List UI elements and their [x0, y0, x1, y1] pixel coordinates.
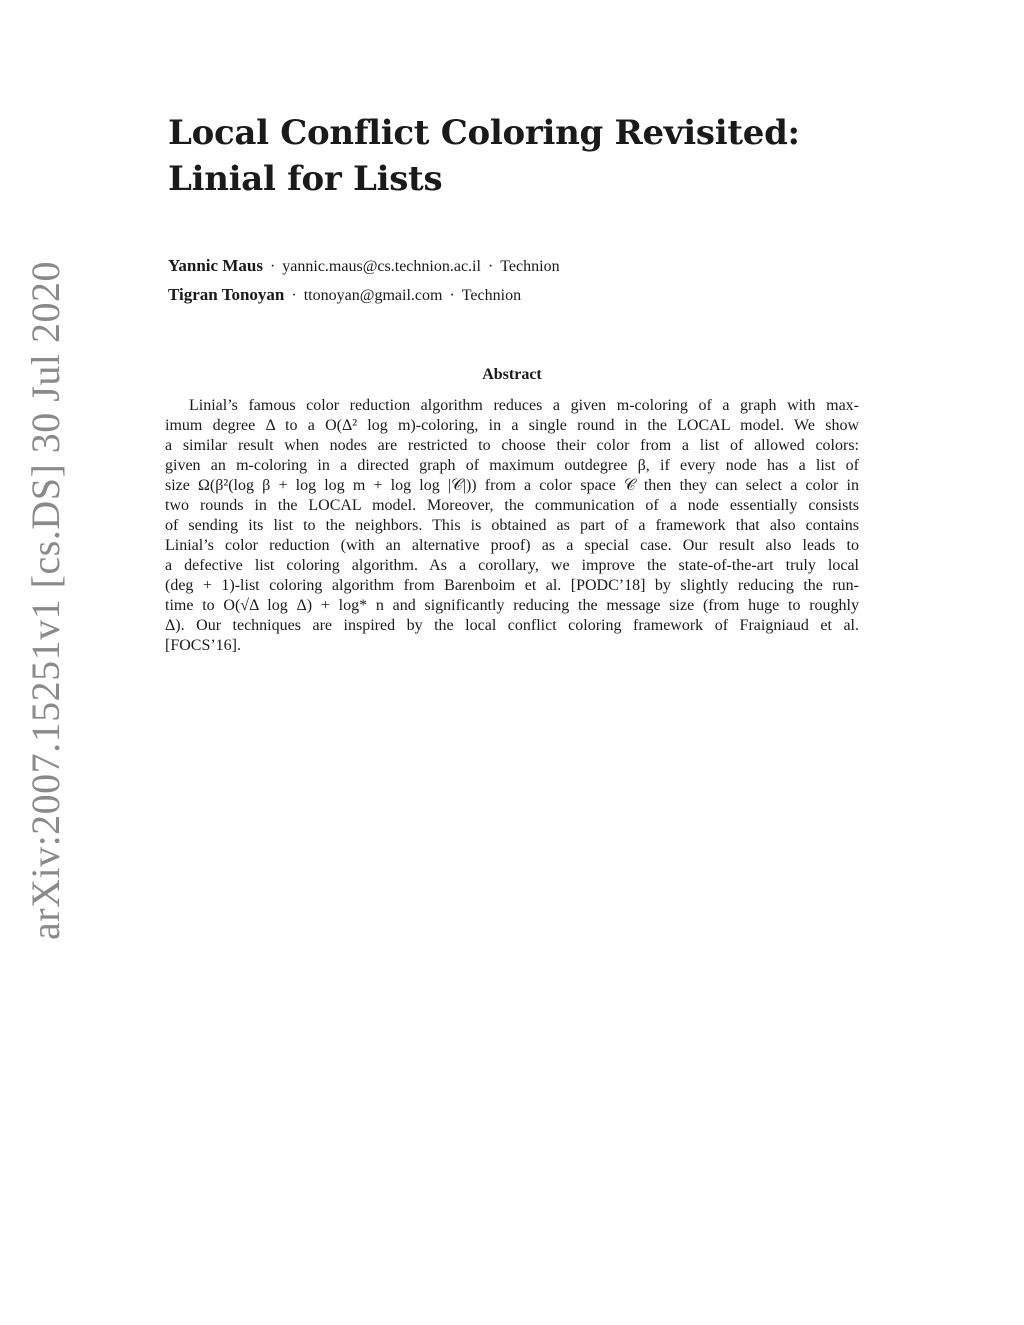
abstract-line: a similar result when nodes are restricted to choose their color from a list of allowed colors:: [165, 437, 859, 454]
author-affiliation: Technion: [500, 258, 560, 275]
author-email: ttonoyan@gmail.com: [303, 287, 443, 304]
paper-title: [168, 110, 800, 202]
author-name: Tigran Tonoyan: [168, 285, 285, 304]
abstract-line: [FOCS’16].: [165, 637, 242, 654]
separator-dot: ·: [487, 258, 494, 275]
abstract-line: imum degree Δ to a O(Δ² log m)-coloring, in a single round in the LOCAL model. We show: [165, 417, 859, 434]
separator-dot: ·: [449, 287, 455, 304]
author-email: yannic.maus@cs.technion.ac.il: [282, 258, 481, 275]
abstract-line: Δ). Our techniques are inspired by the local conflict coloring framework of Fraigniaud et al.: [165, 617, 859, 634]
abstract-heading: Abstract: [482, 366, 542, 383]
author-list: [168, 252, 560, 310]
title-line-1: Local Conflict Coloring Revisited:: [168, 113, 800, 153]
abstract-body: [165, 396, 859, 656]
author-name: Yannic Maus: [168, 256, 263, 275]
author-entry: [168, 252, 560, 281]
abstract-line: time to O(√Δ log Δ) + log* n and significantly reducing the message size (from huge to roughly: [165, 597, 859, 614]
author-entry: [168, 281, 560, 310]
abstract-line: two rounds in the LOCAL model. Moreover, the communication of a node essentially consists: [165, 497, 859, 514]
abstract-line: of sending its list to the neighbors. This is obtained as part of a framework that also contains: [165, 517, 859, 534]
abstract-line: given an m-coloring in a directed graph of maximum outdegree β, if every node has a list of: [165, 457, 859, 474]
separator-dot: ·: [291, 287, 297, 304]
abstract-line: size Ω(β²(log β + log log m + log log |𝒞|)) from a color space 𝒞 then they can select a color in: [165, 477, 859, 494]
abstract-line: Linial’s famous color reduction algorithm reduces a given m-coloring of a graph with max-: [189, 397, 859, 414]
arxiv-identifier-stamp: arXiv:2007.15251v1 [cs.DS] 30 Jul 2020: [23, 261, 68, 940]
title-line-2: Linial for Lists: [168, 159, 443, 199]
abstract-line: a defective list coloring algorithm. As a corollary, we improve the state-of-the-art truly local: [165, 557, 859, 574]
abstract-line: Linial’s color reduction (with an alternative proof) as a special case. Our result also leads to: [165, 537, 859, 554]
separator-dot: ·: [269, 258, 276, 275]
author-affiliation: Technion: [461, 287, 522, 304]
abstract-line: (deg + 1)-list coloring algorithm from Barenboim et al. [PODC’18] by slightly reducing the run-: [165, 577, 859, 594]
